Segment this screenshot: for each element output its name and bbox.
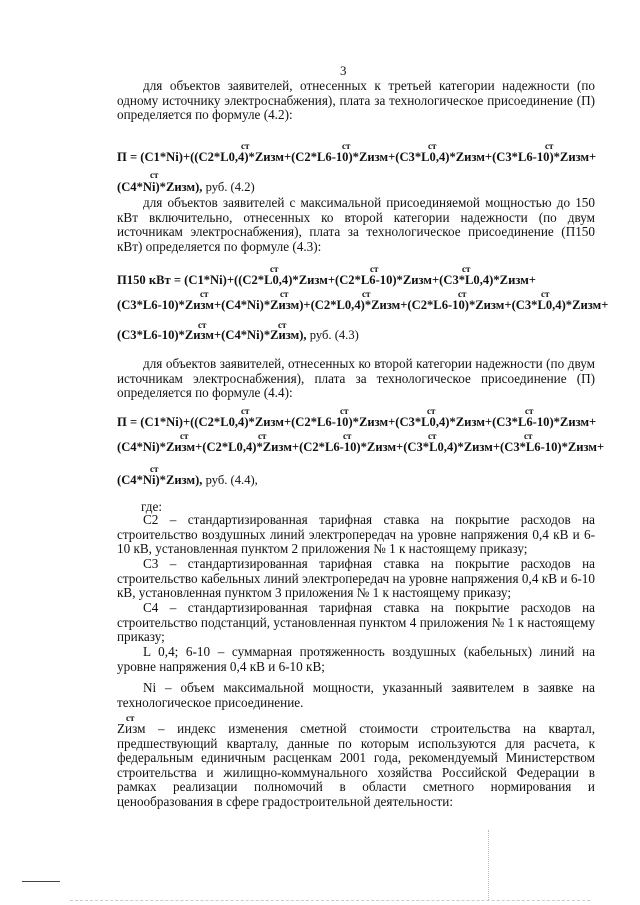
superscript-st: ст (270, 264, 279, 274)
superscript-st: ст (428, 141, 437, 151)
superscript-st: ст (545, 141, 554, 151)
formula-4-4-line-2: (C4*Ni)*Zизм+(C2*L0,4)*Zизм+(C2*L6-10)*Zизм+(C3*L0,4)*Zизм+(C3*L6-10)*Zизм+ (117, 440, 605, 454)
formula-4-3-line-2: (C3*L6-10)*Zизм+(C4*Ni)*Zизм)+(C2*L0,4)*Zизм+(C2*L6-10)*Zизм+(C3*L0,4)*Zизм+ (117, 298, 609, 312)
superscript-st: ст (180, 431, 189, 441)
definition-ni: Ni – объем максимальной мощности, указанный заявителем в заявке на технологическое присоединение. (117, 680, 595, 710)
definition-l: L 0,4; 6-10 – суммарная протяженность воздушных (кабельных) линий на уровне напряжения 0,4 кВ и 6-10 кВ; (117, 644, 595, 674)
superscript-st: ст (241, 141, 250, 151)
superscript-st: ст (370, 264, 379, 274)
scan-artifact-line (70, 900, 590, 901)
superscript-st: ст (362, 289, 371, 299)
page-number: 3 (340, 63, 347, 78)
superscript-st: ст (462, 264, 471, 274)
superscript-st: ст (524, 431, 533, 441)
formula-4-2-line-2: (C4*Ni)*Zизм), руб. (4.2) (117, 180, 255, 194)
definition-c3: С3 – стандартизированная тарифная ставка на покрытие расходов на строительство кабельных линий электропередач на уровне напряжения 0,4 кВ и 6-10 кВ, установленная пунктом 3 приложения № 1 к настоящему приказу; (117, 556, 595, 601)
formula-4-3-line-3: (C3*L6-10)*Zизм+(C4*Ni)*Zизм), руб. (4.3) (117, 328, 359, 342)
superscript-st: ст (200, 289, 209, 299)
z-definition-text: – индекс изменения сметной стоимости строительства на квартал, предшествующий кварталу, данные по которым используются для расчета, к федеральным единичным расценкам 2001 года, рекомендуемый Министерством строительства и жилищно-коммунального хозяйства Российской Федерации в рамках реализации полномочий в области сметного нормирования и ценообразования в сфере градостроительной деятельности: (117, 721, 595, 809)
superscript-st: ст (458, 289, 467, 299)
superscript-st: ст (126, 713, 135, 723)
formula-4-4-line-3: (C4*Ni)*Zизм), руб. (4.4), (117, 473, 258, 487)
superscript-st: ст (427, 406, 436, 416)
formula-4-2-line-1: П = (C1*Ni)+((C2*L0,4)*Zизм+(C2*L6-10)*Zизм+(C3*L0,4)*Zизм+(C3*L6-10)*Zизм+ (117, 150, 597, 164)
superscript-st: ст (541, 289, 550, 299)
paragraph-formula-4-3-intro: для объектов заявителей с максимальной присоединяемой мощностью до 150 кВт включительно, отнесенных ко второй категории надежности (по двум источникам электроснабжения), плата за технологическое присоединение (П150 кВт) определяется по формуле (4.3): (117, 195, 595, 254)
definition-z (117, 722, 595, 810)
formula-4-3-line-1: П150 кВт = (C1*Ni)+((C2*L0,4)*Zизм+(C2*L6-10)*Zизм+(C3*L0,4)*Zизм+ (117, 273, 536, 287)
scan-artifact-line (488, 830, 489, 900)
superscript-st: ст (278, 320, 287, 330)
superscript-st: ст (280, 289, 289, 299)
superscript-st: ст (150, 464, 159, 474)
definition-c4: С4 – стандартизированная тарифная ставка на покрытие расходов на строительство подстанций, установленная пунктом 4 приложения № 1 к настоящему приказу; (117, 600, 595, 645)
paragraph-formula-4-4-intro: для объектов заявителей, отнесенных ко второй категории надежности (по двум источникам электроснабжения), плата за технологическое присоединение (П) определяется по формуле (4.4): (117, 356, 595, 401)
formula-4-4-line-1: П = (C1*Ni)+((C2*L0,4)*Zизм+(C2*L6-10)*Zизм+(C3*L0,4)*Zизм+(C3*L6-10)*Zизм+ (117, 415, 597, 429)
paragraph-formula-4-2-intro: для объектов заявителей, отнесенных к третьей категории надежности (по одному источнику электроснабжения), плата за технологическое присоединение (П) определяется по формуле (4.2): (117, 78, 595, 123)
superscript-st: ст (340, 406, 349, 416)
z-symbol: Zизм (117, 721, 146, 736)
definition-c2: С2 – стандартизированная тарифная ставка на покрытие расходов на строительство воздушных линий электропередач на уровне напряжения 0,4 кВ и 6-10 кВ, установленная пунктом 2 приложения № 1 к настоящему приказу; (117, 512, 595, 557)
superscript-st: ст (150, 170, 159, 180)
superscript-st: ст (525, 406, 534, 416)
superscript-st: ст (342, 141, 351, 151)
superscript-st: ст (258, 431, 267, 441)
superscript-st: ст (198, 320, 207, 330)
footnote-rule (22, 881, 60, 882)
superscript-st: ст (241, 406, 250, 416)
superscript-st: ст (428, 431, 437, 441)
superscript-st: ст (343, 431, 352, 441)
where-label: где: (141, 499, 162, 514)
